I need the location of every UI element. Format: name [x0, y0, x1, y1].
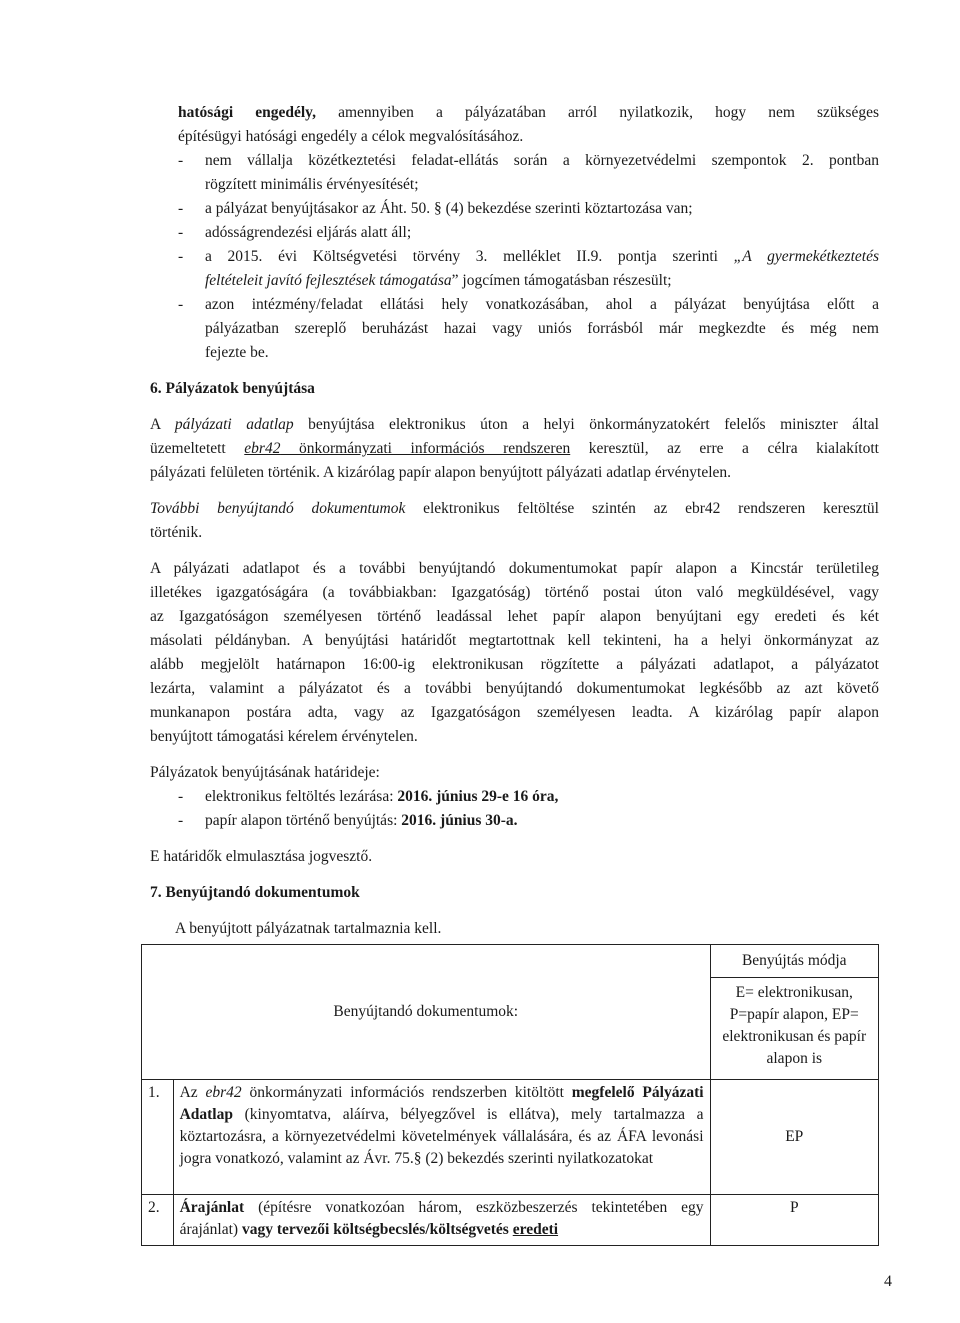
list-dash: - [178, 152, 184, 169]
forfeit-note: E határidők elmulasztása jogvesztő. [150, 848, 373, 865]
header-mode-cell: Benyújtás módja [710, 945, 878, 978]
section-7-intro: A benyújtott pályázatnak tartalmaznia kell. [175, 920, 442, 937]
paragraph-line: munkanapon postára adta, vagy az Igazgatóságon személyesen leadta. A kizárólag papír alapon [150, 704, 879, 721]
section-7-heading: 7. Benyújtandó dokumentumok [150, 884, 360, 901]
list-dash: - [178, 224, 184, 241]
paragraph-line: A pályázati adatlap benyújtása elektronikus úton a helyi önkormányzatokért felelős miniszter által [150, 416, 879, 433]
list-item: nem vállalja közétkeztetési feladat-ellátás során a környezetvédelmi szempontok 2. pontban [205, 152, 879, 169]
list-dash: - [178, 200, 184, 217]
list-item: a pályázat benyújtásakor az Áht. 50. § (4) bekezdése szerinti köztartozása van; [205, 200, 693, 217]
deadline-item: elektronikus feltöltés lezárása: 2016. június 29-e 16 óra, [205, 788, 559, 805]
documents-table [141, 944, 879, 1246]
paragraph-line: üzemeltetett ebr42 önkormányzati információs rendszeren keresztül, az erre a célra kialakított [150, 440, 879, 457]
paragraph-line: lezárta, valamint a pályázatot és a további benyújtandó dokumentumokat legkésőbb az azt követő [150, 680, 879, 697]
list-item-cont: pályázatban szereplő beruházást hazai vagy uniós forrásból már megkezdte és még nem [205, 320, 879, 337]
list-line: építésügyi hatósági engedély a célok megvalósításához. [178, 128, 524, 145]
row-number: 1. [142, 1080, 174, 1195]
list-item: adósságrendezési eljárás alatt áll; [205, 224, 412, 241]
list-dash: - [178, 248, 184, 265]
paragraph-line: alább megjelölt határnapon 16:00-ig elektronikusan rögzítette a pályázati adatlapot, a pályázatot [150, 656, 879, 673]
row-number: 2. [142, 1195, 174, 1246]
paragraph-line: A pályázati adatlapot és a további benyújtandó dokumentumokat papír alapon a Kincstár területileg [150, 560, 879, 577]
list-item-cont: rögzített minimális érvényesítését; [205, 176, 419, 193]
row-description: Az ebr42 önkormányzati információs rendszerben kitöltött megfelelő Pályázati Adatlap (kinyomtatva, aláírva, bélyegzővel is ellátva), mely tartalmazza a köztartozásra, a környezetvédelmi követelmények vállalására, és az ÁFA levonási jogra vonatkozó, valamint az Ávr. 75.§ (2) bekezdés szerinti nyilatkozatokat [173, 1080, 710, 1195]
paragraph-line: az Igazgatóságon személyesen történő leadással lehet papír alapon benyújtani egy eredeti és két [150, 608, 879, 625]
bold-term: hatósági engedély, [178, 104, 316, 121]
list-item: a 2015. évi Költségvetési törvény 3. melléklet II.9. pontja szerinti „A gyermekétkeztetés [205, 248, 879, 265]
table-row [142, 1195, 879, 1246]
table-header-row [142, 945, 879, 978]
list-item-cont: fejezte be. [205, 344, 269, 361]
header-legend-cell: E= elektronikusan, P=papír alapon, EP= elektronikusan és papír alapon is [710, 978, 878, 1080]
list-item-cont: feltételeit javító fejlesztések támogatása” jogcímen támogatásban részesült; [205, 272, 672, 289]
row-description: Árajánlat (építésre vonatkozóan három, eszközbeszerzés tekintetében egy árajánlat) vagy tervezői költségbecslés/költségvetés eredeti [173, 1195, 710, 1246]
list-line: hatósági engedély, amennyiben a pályázatában arról nyilatkozik, hogy nem szükséges [178, 104, 880, 121]
paragraph-line: történik. [150, 524, 203, 541]
ebr42-link: ebr42 [244, 440, 281, 457]
section-6-heading: 6. Pályázatok benyújtása [150, 380, 315, 397]
page-number: 4 [884, 1273, 892, 1290]
paragraph-line: További benyújtandó dokumentumok elektronikus feltöltése szintén az ebr42 rendszeren keresztül [150, 500, 879, 517]
table-row [142, 1080, 879, 1195]
row-mode: P [710, 1195, 878, 1246]
paragraph-line: pályázati felületen történik. A kizárólag papír alapon benyújtott pályázati adatlap érvénytelen. [150, 464, 732, 481]
paragraph-line: illetékes igazgatóságára (a továbbiakban: Igazgatóság) történő postai úton való megküldésével, vagy [150, 584, 879, 601]
deadline-item: papír alapon történő benyújtás: 2016. június 30-a. [205, 812, 518, 829]
header-docs-cell: Benyújtandó dokumentumok: [142, 945, 711, 1080]
list-dash: - [178, 788, 184, 805]
row-mode: EP [710, 1080, 878, 1195]
list-item: azon intézmény/feladat ellátási hely vonatkozásában, ahol a pályázat benyújtása előtt a [205, 296, 879, 313]
paragraph-line: benyújtott támogatási kérelem érvénytelen. [150, 728, 418, 745]
list-dash: - [178, 296, 184, 313]
paragraph-line: másolati példányban. A benyújtási határidőt megtartottnak kell tekinteni, ha a helyi önkormányzat az [150, 632, 879, 649]
list-dash: - [178, 812, 184, 829]
deadline-intro: Pályázatok benyújtásának határideje: [150, 764, 380, 781]
